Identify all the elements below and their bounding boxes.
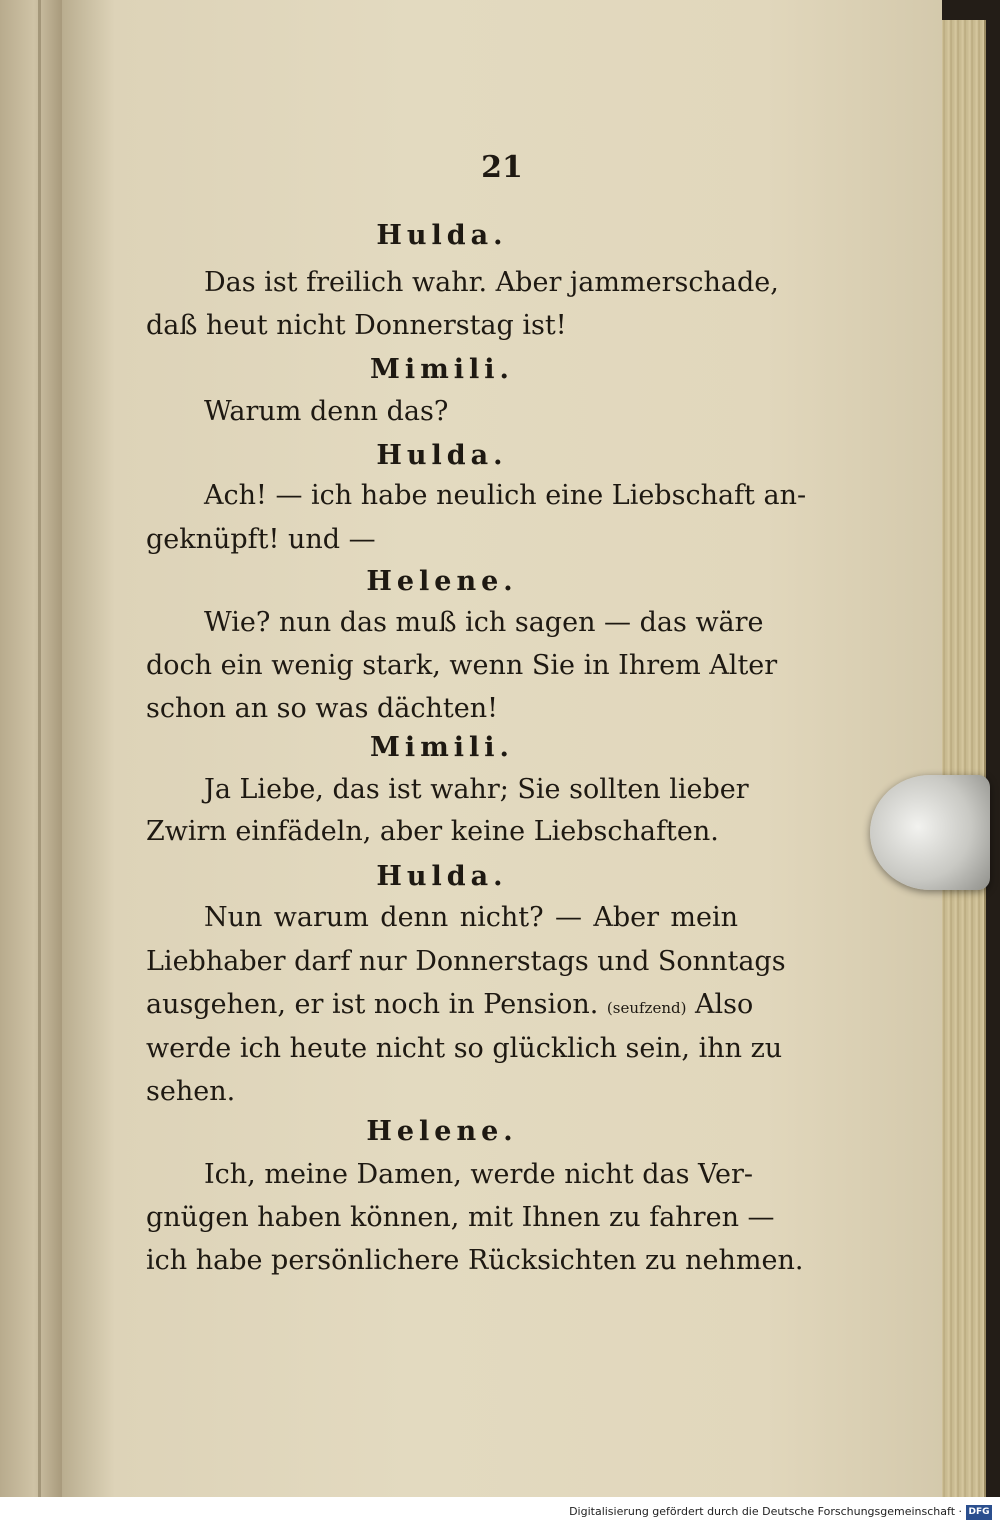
speaker-name: Mimili.: [370, 354, 514, 385]
text-line: Liebhaber darf nur Donnerstags und Sonntags: [146, 946, 786, 977]
page-number: 21: [481, 150, 523, 185]
speaker-name: Hulda.: [376, 440, 508, 471]
dfg-logo-icon: DFG: [966, 1505, 992, 1520]
text-line: geknüpft! und —: [146, 524, 376, 555]
text-line: doch ein wenig stark, wenn Sie in Ihrem Alter: [146, 650, 778, 681]
text-line: Ach! — ich habe neulich eine Liebschaft an-: [204, 480, 807, 511]
text-line: gnügen haben können, mit Ihnen zu fahren —: [146, 1202, 775, 1233]
speaker-name: Helene.: [366, 1116, 518, 1147]
text-line: Warum denn das?: [204, 396, 449, 427]
text-segment: ausgehen, er ist noch in Pension.: [146, 989, 599, 1020]
text-line: ich habe persönlichere Rücksichten zu nehmen.: [146, 1245, 804, 1276]
speaker-name: Helene.: [366, 566, 518, 597]
text-line: Ich, meine Damen, werde nicht das Ver-: [204, 1159, 754, 1190]
text-line: schon an so was dächten!: [146, 693, 498, 724]
speaker-name: Mimili.: [370, 732, 514, 763]
text-line: Wie? nun das muß ich sagen — das wäre: [204, 607, 764, 638]
text-line: Ja Liebe, das ist wahr; Sie sollten lieber: [204, 774, 749, 805]
speaker-name: Hulda.: [376, 861, 508, 892]
text-line: Nun warum denn nicht? — Aber mein: [204, 902, 738, 933]
text-line: werde ich heute nicht so glücklich sein, ihn zu: [146, 1033, 783, 1064]
text-line: Zwirn einfädeln, aber keine Liebschaften.: [146, 816, 719, 847]
text-line: Das ist freilich wahr. Aber jammerschade,: [204, 267, 779, 298]
footer-credit: Digitalisierung gefördert durch die Deutsche Forschungsgemeinschaft ·: [569, 1505, 962, 1518]
text-line: daß heut nicht Donnerstag ist!: [146, 310, 567, 341]
text-segment: Also: [695, 989, 754, 1020]
speaker-name: Hulda.: [376, 220, 508, 251]
text-line: sehen.: [146, 1076, 236, 1107]
text-line: [146, 985, 754, 1025]
stage-direction: (seufzend): [606, 999, 687, 1017]
